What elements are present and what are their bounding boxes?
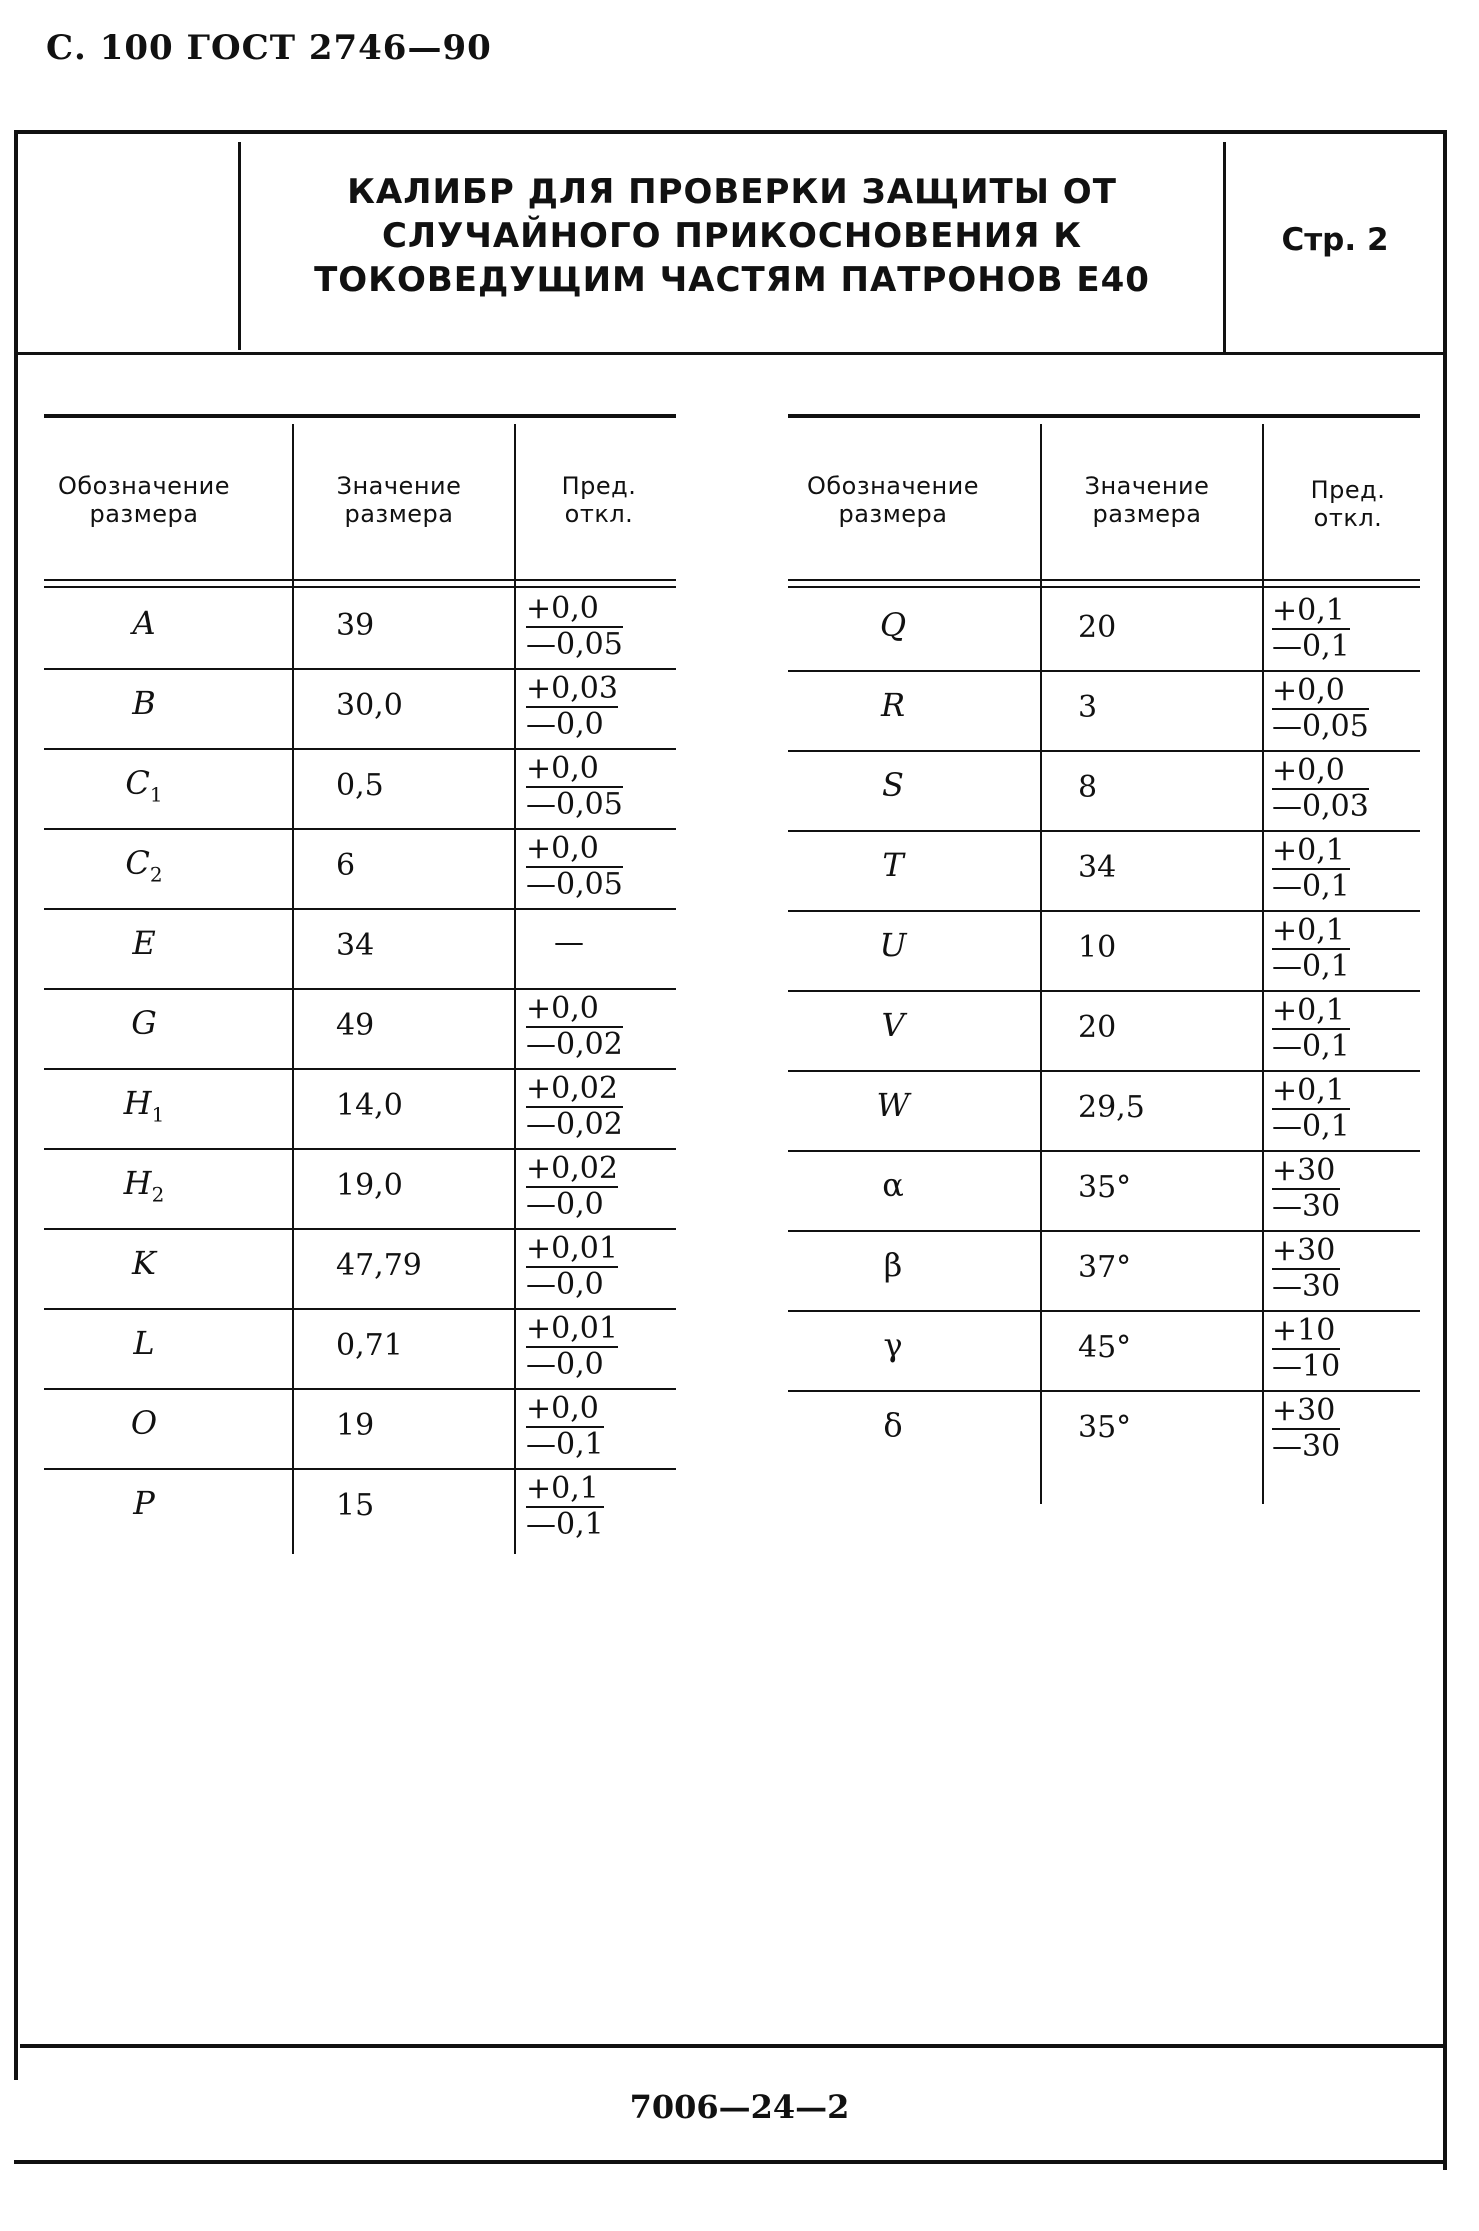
designation-cell: U — [879, 926, 907, 964]
value-cell: 39 — [336, 608, 375, 643]
tolerance-cell — [526, 1312, 618, 1382]
header-tolerance: Пред. откл. — [1310, 476, 1386, 532]
tolerance-cell — [1272, 1234, 1340, 1304]
page-header: С. 100 ГОСТ 2746—90 — [46, 28, 492, 68]
lower-deviation: —0,1 — [1272, 1109, 1350, 1144]
footer-bottom-border — [14, 2160, 1445, 2164]
upper-deviation: +0,02 — [526, 1071, 618, 1106]
sheet-number: Стр. 2 — [1281, 222, 1389, 258]
lower-deviation: —0,1 — [1272, 869, 1350, 904]
lower-deviation: —0,0 — [526, 1346, 618, 1382]
upper-deviation: +30 — [1272, 1153, 1336, 1188]
tolerance-cell — [1272, 834, 1350, 904]
value-cell: 45° — [1078, 1330, 1132, 1365]
value-cell: 35° — [1078, 1170, 1132, 1205]
upper-deviation: +0,03 — [526, 671, 618, 706]
lower-deviation: —0,05 — [526, 787, 623, 822]
table-row — [788, 912, 1420, 992]
tolerance-cell — [526, 1392, 604, 1462]
designation-cell: γ — [883, 1326, 903, 1364]
table-row — [788, 592, 1420, 672]
upper-deviation: +0,1 — [526, 1471, 599, 1506]
value-cell: 0,5 — [336, 768, 384, 803]
designation-cell: E — [132, 924, 156, 962]
table-row — [788, 752, 1420, 832]
lower-deviation: —0,02 — [526, 1107, 623, 1142]
upper-deviation: +30 — [1272, 1233, 1336, 1268]
designation-cell: L — [133, 1324, 155, 1362]
lower-deviation: —0,05 — [526, 627, 623, 662]
lower-deviation: —0,1 — [1272, 949, 1350, 984]
designation-cell: $C_1$ — [125, 764, 163, 807]
designation-cell: Q — [879, 606, 907, 644]
designation-cell: δ — [883, 1406, 903, 1444]
header-designation: Обозначение размера — [806, 472, 980, 528]
table-row — [44, 590, 676, 670]
value-cell: 47,79 — [336, 1248, 422, 1283]
designation-cell: B — [132, 684, 156, 722]
header-tolerance: Пред. откл. — [561, 472, 637, 528]
tolerance-cell — [1272, 994, 1350, 1064]
tolerance-cell — [1272, 914, 1350, 984]
tolerance-cell — [526, 832, 623, 902]
table-row — [788, 832, 1420, 912]
designation-cell: K — [132, 1244, 156, 1282]
designation-cell: α — [882, 1166, 904, 1204]
table-row — [44, 1390, 676, 1470]
lower-deviation: —0,1 — [1272, 629, 1350, 664]
header-rule — [788, 586, 1420, 588]
lower-deviation: —0,0 — [526, 1186, 618, 1222]
tolerance-cell — [1272, 594, 1350, 664]
frame-left-border — [14, 130, 18, 2080]
upper-deviation: +0,1 — [1272, 913, 1345, 948]
upper-deviation: +10 — [1272, 1313, 1336, 1348]
upper-deviation: +0,1 — [1272, 993, 1345, 1028]
table-row — [788, 1232, 1420, 1312]
upper-deviation: +0,0 — [526, 1391, 599, 1426]
tolerance-cell — [1272, 1314, 1340, 1384]
designation-cell: R — [880, 686, 906, 724]
value-cell: 6 — [336, 848, 356, 883]
designation-cell: W — [876, 1086, 910, 1124]
value-cell: 37° — [1078, 1250, 1132, 1285]
value-cell: 20 — [1078, 610, 1117, 645]
title-divider-left — [238, 142, 241, 350]
tolerance-cell — [526, 1232, 618, 1302]
designation-cell: P — [133, 1484, 155, 1522]
table-row — [44, 990, 676, 1070]
lower-deviation: —0,02 — [526, 1027, 623, 1062]
table-row — [44, 670, 676, 750]
header-value: Значение размера — [1084, 472, 1210, 528]
designation-cell: $H_1$ — [123, 1084, 165, 1127]
title-line-3: ТОКОВЕДУЩИМ ЧАСТЯМ ПАТРОНОВ Е40 — [314, 260, 1150, 300]
tolerance-cell — [526, 672, 618, 742]
designation-cell: T — [882, 846, 904, 884]
value-cell: 10 — [1078, 930, 1117, 965]
lower-deviation: —0,05 — [526, 867, 623, 902]
upper-deviation: +0,0 — [1272, 673, 1345, 708]
tolerance-cell — [1272, 1154, 1340, 1224]
table-row — [788, 1312, 1420, 1392]
no-deviation: — — [554, 925, 584, 960]
table-row — [788, 1072, 1420, 1152]
designation-subscript: 2 — [149, 862, 163, 887]
value-cell: 15 — [336, 1488, 375, 1523]
tolerance-cell — [526, 992, 623, 1062]
table-row — [44, 1230, 676, 1310]
header-designation: Обозначение размера — [57, 472, 231, 528]
tolerance-cell — [1272, 1394, 1340, 1464]
value-cell: 3 — [1078, 690, 1098, 725]
value-cell: 30,0 — [336, 688, 403, 723]
left-dimensions-table — [44, 414, 676, 1544]
upper-deviation: +0,0 — [526, 991, 599, 1026]
header-value: Значение размера — [336, 472, 462, 528]
lower-deviation: —0,05 — [1272, 709, 1369, 744]
table-row — [44, 1310, 676, 1390]
tolerance-cell — [1272, 754, 1369, 824]
tolerance-cell — [1272, 1074, 1350, 1144]
designation-cell: β — [883, 1246, 903, 1284]
upper-deviation: +0,01 — [526, 1311, 618, 1346]
title-line-1: КАЛИБР ДЛЯ ПРОВЕРКИ ЗАЩИТЫ ОТ — [347, 172, 1117, 212]
lower-deviation: —0,0 — [526, 706, 618, 742]
value-cell: 19 — [336, 1408, 375, 1443]
lower-deviation: —10 — [1272, 1349, 1341, 1384]
value-cell: 29,5 — [1078, 1090, 1145, 1125]
value-cell: 49 — [336, 1008, 375, 1043]
designation-cell: V — [881, 1006, 905, 1044]
upper-deviation: +0,0 — [526, 751, 599, 786]
designation-cell: G — [131, 1004, 157, 1042]
upper-deviation: +0,0 — [526, 591, 599, 626]
table-row — [44, 1070, 676, 1150]
tolerance-cell — [1272, 674, 1369, 744]
upper-deviation: +0,02 — [526, 1151, 618, 1186]
header-rule — [788, 579, 1420, 581]
right-dimensions-table — [788, 414, 1420, 1494]
upper-deviation: +0,0 — [1272, 753, 1345, 788]
lower-deviation: —30 — [1272, 1269, 1341, 1304]
lower-deviation: —30 — [1272, 1429, 1341, 1464]
title-block-bottom-border — [14, 352, 1445, 355]
tolerance-cell — [526, 1072, 623, 1142]
table-row — [788, 672, 1420, 752]
table-row — [44, 910, 676, 990]
designation-cell: $H_2$ — [123, 1164, 165, 1207]
designation-cell: O — [130, 1404, 158, 1442]
frame-top-border — [14, 130, 1445, 134]
value-cell: 14,0 — [336, 1088, 403, 1123]
value-cell: 34 — [336, 928, 375, 963]
lower-deviation: —0,1 — [526, 1507, 604, 1542]
table-row — [44, 1150, 676, 1230]
lower-deviation: —0,1 — [526, 1427, 604, 1462]
value-cell: 35° — [1078, 1410, 1132, 1445]
title-line-2: СЛУЧАЙНОГО ПРИКОСНОВЕНИЯ К — [381, 216, 1083, 256]
designation-cell: A — [132, 604, 156, 642]
lower-deviation: —0,1 — [1272, 1029, 1350, 1064]
designation-subscript: 1 — [149, 782, 163, 807]
table-row — [788, 1392, 1420, 1472]
tolerance-cell — [526, 1472, 604, 1542]
header-rule — [44, 579, 676, 581]
value-cell: 20 — [1078, 1010, 1117, 1045]
table-top-rule — [44, 414, 676, 418]
table-top-rule — [788, 414, 1420, 418]
designation-subscript: 1 — [151, 1102, 165, 1127]
upper-deviation: +30 — [1272, 1393, 1336, 1428]
upper-deviation: +0,1 — [1272, 833, 1345, 868]
lower-deviation: —0,03 — [1272, 789, 1369, 824]
header-rule — [44, 586, 676, 588]
table-row — [44, 750, 676, 830]
value-cell: 8 — [1078, 770, 1098, 805]
value-cell: 34 — [1078, 850, 1117, 885]
frame-right-border — [1443, 130, 1447, 2170]
value-cell: 19,0 — [336, 1168, 403, 1203]
footer-code: 7006—24—2 — [629, 2088, 850, 2126]
table-row — [44, 1470, 676, 1550]
table-row — [788, 992, 1420, 1072]
upper-deviation: +0,01 — [526, 1231, 618, 1266]
document-title — [242, 170, 1222, 302]
table-row — [788, 1152, 1420, 1232]
upper-deviation: +0,1 — [1272, 593, 1345, 628]
lower-deviation: —30 — [1272, 1189, 1341, 1224]
designation-subscript: 2 — [151, 1182, 165, 1207]
table-row — [44, 830, 676, 910]
designation-cell: $C_2$ — [125, 844, 163, 887]
footer-top-border — [20, 2044, 1445, 2048]
tolerance-cell — [526, 752, 623, 822]
tolerance-cell — [526, 592, 623, 662]
lower-deviation: —0,0 — [526, 1266, 618, 1302]
upper-deviation: +0,0 — [526, 831, 599, 866]
designation-cell: S — [882, 766, 904, 804]
value-cell: 0,71 — [336, 1328, 403, 1363]
tolerance-cell — [526, 1152, 618, 1222]
upper-deviation: +0,1 — [1272, 1073, 1345, 1108]
